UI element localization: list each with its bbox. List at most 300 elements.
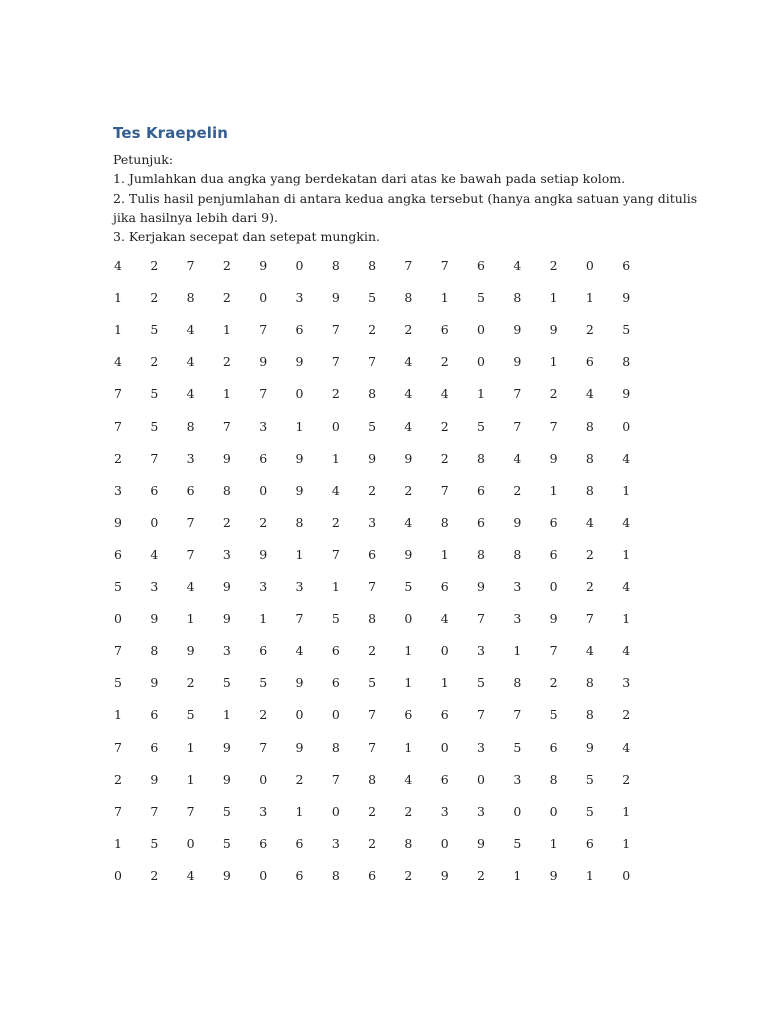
- grid-cell: 5: [404, 579, 413, 594]
- grid-cell: 9: [259, 354, 268, 370]
- grid-cell: 0: [331, 707, 340, 723]
- grid-cell: 6: [295, 322, 304, 338]
- grid-cell: 4: [295, 643, 304, 659]
- grid-cell: 2: [440, 418, 449, 434]
- grid-cell: 6: [114, 546, 122, 562]
- grid-cell: 2: [114, 771, 122, 787]
- grid-cell: 3: [622, 675, 631, 691]
- grid-cell: 0: [477, 322, 485, 338]
- grid-cell: 8: [585, 675, 594, 691]
- grid-cell: 8: [513, 290, 522, 306]
- grid-cell: 5: [150, 386, 159, 402]
- grid-cell: 6: [440, 579, 449, 594]
- grid-cell: 0: [259, 482, 268, 498]
- grid-cell: 0: [259, 771, 268, 787]
- grid-cell: 0: [440, 835, 449, 851]
- grid-cell: 5: [622, 322, 631, 338]
- grid-cell: 0: [259, 290, 268, 306]
- grid-cell: 3: [114, 482, 122, 498]
- instruction-step-2-continued: jika hasilnya lebih dari 9).: [113, 209, 278, 225]
- grid-cell: 2: [549, 675, 558, 691]
- grid-cell: 2: [150, 290, 159, 306]
- grid-cell: 2: [368, 482, 377, 498]
- grid-cell: 5: [585, 803, 594, 819]
- grid-cell: 2: [222, 514, 231, 530]
- grid-cell: 2: [477, 867, 485, 883]
- grid-cell: 2: [150, 867, 159, 883]
- grid-cell: 1: [259, 611, 268, 627]
- grid-cell: 9: [440, 867, 449, 883]
- grid-cell: 9: [114, 514, 122, 530]
- grid-cell: 4: [513, 450, 522, 466]
- grid-cell: 3: [440, 803, 449, 819]
- grid-cell: 4: [513, 258, 522, 273]
- document-title: Tes Kraepelin: [113, 124, 229, 142]
- grid-cell: 3: [259, 803, 268, 819]
- grid-cell: 2: [259, 514, 268, 530]
- grid-cell: 0: [477, 354, 485, 370]
- grid-cell: 7: [114, 803, 122, 819]
- grid-cell: 4: [331, 482, 340, 498]
- grid-cell: 5: [114, 675, 122, 691]
- grid-cell: 9: [513, 514, 522, 530]
- grid-cell: 8: [585, 450, 594, 466]
- grid-cell: 5: [477, 675, 485, 691]
- grid-cell: 3: [477, 643, 485, 659]
- grid-cell: 1: [222, 386, 231, 402]
- grid-cell: 1: [622, 835, 631, 851]
- grid-cell: 7: [549, 643, 558, 659]
- grid-cell: 9: [549, 867, 558, 883]
- grid-cell: 9: [295, 354, 304, 370]
- grid-cell: 0: [440, 643, 449, 659]
- grid-cell: 2: [222, 258, 231, 273]
- grid-cell: 8: [549, 771, 558, 787]
- grid-cell: 9: [222, 450, 231, 466]
- grid-cell: 8: [513, 546, 522, 562]
- grid-cell: 8: [585, 707, 594, 723]
- grid-cell: 1: [114, 835, 122, 851]
- grid-cell: 3: [331, 835, 340, 851]
- grid-cell: 3: [477, 803, 485, 819]
- grid-cell: 9: [549, 611, 558, 627]
- grid-cell: 7: [477, 707, 485, 723]
- grid-cell: 6: [549, 546, 558, 562]
- grid-cell: 1: [585, 290, 594, 306]
- grid-cell: 9: [585, 739, 594, 755]
- grid-cell: 5: [549, 707, 558, 723]
- grid-cell: 6: [186, 482, 195, 498]
- grid-cell: 5: [513, 835, 522, 851]
- grid-cell: 8: [585, 482, 594, 498]
- grid-cell: 4: [622, 643, 631, 659]
- grid-cell: 8: [622, 354, 631, 370]
- grid-cell: 0: [331, 803, 340, 819]
- grid-cell: 8: [477, 546, 485, 562]
- grid-cell: 9: [259, 546, 268, 562]
- grid-cell: 8: [513, 675, 522, 691]
- grid-cell: 7: [368, 354, 377, 370]
- grid-cell: 9: [222, 739, 231, 755]
- grid-cell: 1: [549, 354, 558, 370]
- grid-cell: 0: [295, 386, 304, 402]
- grid-cell: 1: [549, 290, 558, 306]
- grid-cell: 7: [549, 418, 558, 434]
- grid-cell: 7: [114, 386, 122, 402]
- grid-cell: 7: [186, 546, 195, 562]
- grid-cell: 2: [114, 450, 122, 466]
- grid-cell: 8: [331, 867, 340, 883]
- grid-cell: 2: [368, 643, 377, 659]
- instruction-step-3: 3. Kerjakan secepat dan setepat mungkin.: [113, 229, 381, 245]
- grid-cell: 9: [150, 611, 159, 627]
- grid-cell: 1: [404, 643, 413, 659]
- grid-cell: 2: [404, 322, 413, 338]
- grid-cell: 1: [440, 675, 449, 691]
- grid-cell: 1: [114, 290, 122, 306]
- grid-cell: 2: [259, 707, 268, 723]
- grid-cell: 3: [513, 579, 522, 594]
- grid-cell: 2: [295, 771, 304, 787]
- grid-cell: 8: [150, 643, 159, 659]
- grid-cell: 9: [477, 579, 485, 594]
- grid-cell: 1: [622, 482, 631, 498]
- grid-cell: 4: [622, 514, 631, 530]
- grid-cell: 0: [622, 867, 631, 883]
- grid-cell: 1: [331, 579, 340, 594]
- grid-cell: 9: [513, 322, 522, 338]
- grid-cell: 2: [549, 258, 558, 273]
- grid-cell: 5: [368, 418, 377, 434]
- grid-cell: 1: [186, 739, 195, 755]
- grid-cell: 4: [404, 354, 413, 370]
- grid-cell: 9: [549, 450, 558, 466]
- grid-cell: 1: [331, 450, 340, 466]
- grid-cell: 9: [222, 611, 231, 627]
- grid-cell: 4: [585, 643, 594, 659]
- grid-cell: 6: [259, 450, 268, 466]
- grid-cell: 9: [222, 579, 231, 594]
- grid-cell: 6: [477, 514, 485, 530]
- grid-cell: 7: [585, 611, 594, 627]
- grid-cell: 8: [368, 258, 377, 273]
- grid-cell: 4: [404, 418, 413, 434]
- grid-cell: 3: [295, 290, 304, 306]
- grid-cell: 5: [477, 418, 485, 434]
- grid-cell: 6: [331, 675, 340, 691]
- grid-cell: 9: [622, 386, 631, 402]
- grid-cell: 7: [513, 418, 522, 434]
- grid-cell: 0: [150, 514, 159, 530]
- grid-cell: 1: [549, 835, 558, 851]
- grid-cell: 1: [513, 643, 522, 659]
- grid-cell: 5: [150, 322, 159, 338]
- grid-cell: 6: [404, 707, 413, 723]
- grid-cell: 5: [114, 579, 122, 594]
- grid-cell: 4: [150, 546, 159, 562]
- grid-cell: 3: [150, 579, 159, 594]
- grid-cell: 9: [295, 450, 304, 466]
- instruction-step-1: 1. Jumlahkan dua angka yang berdekatan dari atas ke bawah pada setiap kolom.: [113, 171, 626, 187]
- grid-cell: 5: [368, 675, 377, 691]
- grid-cell: 8: [186, 418, 195, 434]
- grid-cell: 7: [331, 546, 340, 562]
- grid-cell: 0: [513, 803, 522, 819]
- grid-cell: 9: [622, 290, 631, 306]
- grid-cell: 3: [477, 739, 485, 755]
- grid-cell: 4: [186, 386, 195, 402]
- grid-cell: 0: [259, 867, 268, 883]
- grid-cell: 6: [549, 739, 558, 755]
- grid-cell: 7: [259, 322, 268, 338]
- grid-cell: 3: [186, 450, 195, 466]
- grid-cell: 6: [331, 643, 340, 659]
- grid-cell: 1: [404, 739, 413, 755]
- grid-cell: 2: [331, 386, 340, 402]
- grid-cell: 4: [404, 771, 413, 787]
- grid-cell: 5: [585, 771, 594, 787]
- grid-cell: 1: [549, 482, 558, 498]
- grid-cell: 4: [186, 322, 195, 338]
- grid-cell: 7: [259, 386, 268, 402]
- grid-cell: 3: [259, 579, 268, 594]
- grid-cell: 7: [114, 418, 122, 434]
- grid-cell: 7: [331, 771, 340, 787]
- grid-cell: 4: [186, 579, 195, 594]
- grid-cell: 2: [585, 546, 594, 562]
- grid-cell: 3: [368, 514, 377, 530]
- grid-cell: 2: [222, 354, 231, 370]
- grid-cell: 5: [259, 675, 268, 691]
- grid-cell: 9: [331, 290, 340, 306]
- grid-cell: 2: [585, 579, 594, 594]
- grid-cell: 7: [114, 643, 122, 659]
- grid-cell: 7: [513, 707, 522, 723]
- grid-cell: 0: [114, 611, 122, 627]
- grid-cell: 7: [368, 579, 377, 594]
- grid-cell: 5: [331, 611, 340, 627]
- grid-cell: 2: [150, 354, 159, 370]
- grid-cell: 0: [440, 739, 449, 755]
- grid-cell: 1: [404, 675, 413, 691]
- grid-cell: 4: [585, 386, 594, 402]
- grid-cell: 1: [186, 611, 195, 627]
- grid-cell: 7: [368, 739, 377, 755]
- grid-cell: 5: [477, 290, 485, 306]
- instructions-heading: Petunjuk:: [113, 152, 174, 167]
- grid-cell: 4: [440, 386, 449, 402]
- grid-cell: 6: [585, 354, 594, 370]
- grid-cell: 0: [331, 418, 340, 434]
- grid-cell: 6: [622, 258, 631, 273]
- grid-cell: 7: [368, 707, 377, 723]
- grid-cell: 4: [585, 514, 594, 530]
- grid-cell: 9: [549, 322, 558, 338]
- grid-cell: 6: [368, 546, 377, 562]
- grid-cell: 6: [150, 482, 159, 498]
- grid-cell: 2: [585, 322, 594, 338]
- grid-cell: 0: [477, 771, 485, 787]
- grid-cell: 9: [404, 450, 413, 466]
- grid-cell: 8: [295, 514, 304, 530]
- grid-cell: 0: [585, 258, 594, 273]
- grid-cell: 5: [150, 835, 159, 851]
- grid-cell: 1: [114, 707, 122, 723]
- grid-cell: 0: [114, 867, 122, 883]
- grid-cell: 2: [331, 514, 340, 530]
- grid-cell: 9: [513, 354, 522, 370]
- grid-cell: 2: [222, 290, 231, 306]
- grid-cell: 9: [295, 675, 304, 691]
- grid-cell: 1: [295, 803, 304, 819]
- grid-cell: 5: [513, 739, 522, 755]
- grid-cell: 0: [549, 579, 558, 594]
- grid-cell: 1: [585, 867, 594, 883]
- grid-cell: 1: [622, 803, 631, 819]
- grid-cell: 6: [295, 835, 304, 851]
- grid-cell: 1: [222, 707, 231, 723]
- grid-cell: 3: [259, 418, 268, 434]
- grid-cell: 7: [440, 258, 449, 273]
- grid-cell: 1: [295, 418, 304, 434]
- grid-cell: 3: [222, 643, 231, 659]
- grid-cell: 8: [440, 514, 449, 530]
- grid-cell: 8: [331, 739, 340, 755]
- grid-cell: 7: [186, 514, 195, 530]
- grid-cell: 4: [622, 579, 631, 594]
- grid-cell: 2: [368, 322, 377, 338]
- instruction-step-2: 2. Tulis hasil penjumlahan di antara kedua angka tersebut (hanya angka satuan yang ditulis: [113, 190, 698, 206]
- grid-cell: 7: [222, 418, 231, 434]
- grid-cell: 6: [585, 835, 594, 851]
- grid-cell: 9: [186, 643, 195, 659]
- grid-cell: 6: [150, 739, 159, 755]
- grid-cell: 5: [222, 835, 231, 851]
- grid-cell: 7: [150, 803, 159, 819]
- grid-cell: 6: [259, 835, 268, 851]
- grid-cell: 8: [186, 290, 195, 306]
- grid-cell: 8: [585, 418, 594, 434]
- grid-cell: 6: [440, 322, 449, 338]
- grid-cell: 0: [549, 803, 558, 819]
- grid-cell: 7: [150, 450, 159, 466]
- grid-cell: 8: [477, 450, 485, 466]
- grid-cell: 2: [440, 450, 449, 466]
- grid-cell: 7: [331, 322, 340, 338]
- grid-cell: 1: [440, 290, 449, 306]
- grid-cell: 5: [186, 707, 195, 723]
- grid-cell: 5: [150, 418, 159, 434]
- grid-cell: 6: [549, 514, 558, 530]
- grid-cell: 7: [186, 258, 195, 273]
- grid-cell: 9: [150, 771, 159, 787]
- grid-cell: 9: [404, 546, 413, 562]
- grid-cell: 8: [222, 482, 231, 498]
- grid-cell: 2: [150, 258, 159, 273]
- grid-cell: 3: [513, 771, 522, 787]
- grid-cell: 0: [404, 611, 413, 627]
- grid-cell: 2: [404, 803, 413, 819]
- grid-cell: 2: [549, 386, 558, 402]
- grid-cell: 8: [404, 835, 413, 851]
- grid-cell: 3: [295, 579, 304, 594]
- grid-cell: 4: [186, 354, 195, 370]
- grid-cell: 1: [114, 322, 122, 338]
- grid-cell: 8: [368, 611, 377, 627]
- grid-cell: 6: [440, 707, 449, 723]
- grid-cell: 6: [477, 482, 485, 498]
- grid-cell: 2: [186, 675, 195, 691]
- grid-cell: 4: [404, 386, 413, 402]
- grid-cell: 8: [331, 258, 340, 273]
- grid-cell: 7: [477, 611, 485, 627]
- grid-cell: 0: [295, 258, 304, 273]
- grid-cell: 2: [368, 835, 377, 851]
- grid-cell: 1: [622, 611, 631, 627]
- grid-cell: 9: [295, 482, 304, 498]
- grid-cell: 4: [186, 867, 195, 883]
- grid-cell: 1: [295, 546, 304, 562]
- grid-cell: 3: [222, 546, 231, 562]
- grid-cell: 4: [114, 258, 122, 273]
- grid-cell: 6: [295, 867, 304, 883]
- grid-cell: 4: [114, 354, 122, 370]
- grid-cell: 1: [477, 386, 485, 402]
- grid-cell: 9: [477, 835, 485, 851]
- grid-cell: 7: [186, 803, 195, 819]
- grid-cell: 5: [222, 803, 231, 819]
- grid-cell: 3: [513, 611, 522, 627]
- grid-cell: 0: [186, 835, 195, 851]
- grid-cell: 9: [295, 739, 304, 755]
- grid-cell: 7: [259, 739, 268, 755]
- grid-cell: 0: [622, 418, 631, 434]
- grid-cell: 2: [622, 771, 631, 787]
- grid-cell: 4: [622, 739, 631, 755]
- grid-cell: 4: [404, 514, 413, 530]
- grid-cell: 7: [440, 482, 449, 498]
- grid-cell: 1: [513, 867, 522, 883]
- grid-cell: 2: [368, 803, 377, 819]
- grid-cell: 2: [622, 707, 631, 723]
- grid-cell: 9: [368, 450, 377, 466]
- grid-cell: 7: [404, 258, 413, 273]
- grid-cell: 1: [186, 771, 195, 787]
- grid-cell: 7: [295, 611, 304, 627]
- grid-cell: 9: [222, 771, 231, 787]
- grid-cell: 6: [368, 867, 377, 883]
- grid-cell: 6: [150, 707, 159, 723]
- grid-cell: 9: [259, 258, 268, 273]
- grid-cell: 6: [440, 771, 449, 787]
- grid-cell: 1: [622, 546, 631, 562]
- grid-cell: 6: [259, 643, 268, 659]
- grid-cell: 5: [222, 675, 231, 691]
- grid-cell: 4: [622, 450, 631, 466]
- grid-cell: 9: [150, 675, 159, 691]
- grid-cell: 2: [404, 482, 413, 498]
- grid-cell: 8: [368, 386, 377, 402]
- grid-cell: 8: [368, 771, 377, 787]
- grid-cell: 1: [222, 322, 231, 338]
- grid-cell: 8: [404, 290, 413, 306]
- grid-cell: 1: [440, 546, 449, 562]
- grid-cell: 2: [513, 482, 522, 498]
- grid-cell: 7: [331, 354, 340, 370]
- grid-cell: 9: [222, 867, 231, 883]
- grid-cell: 7: [114, 739, 122, 755]
- grid-cell: 2: [440, 354, 449, 370]
